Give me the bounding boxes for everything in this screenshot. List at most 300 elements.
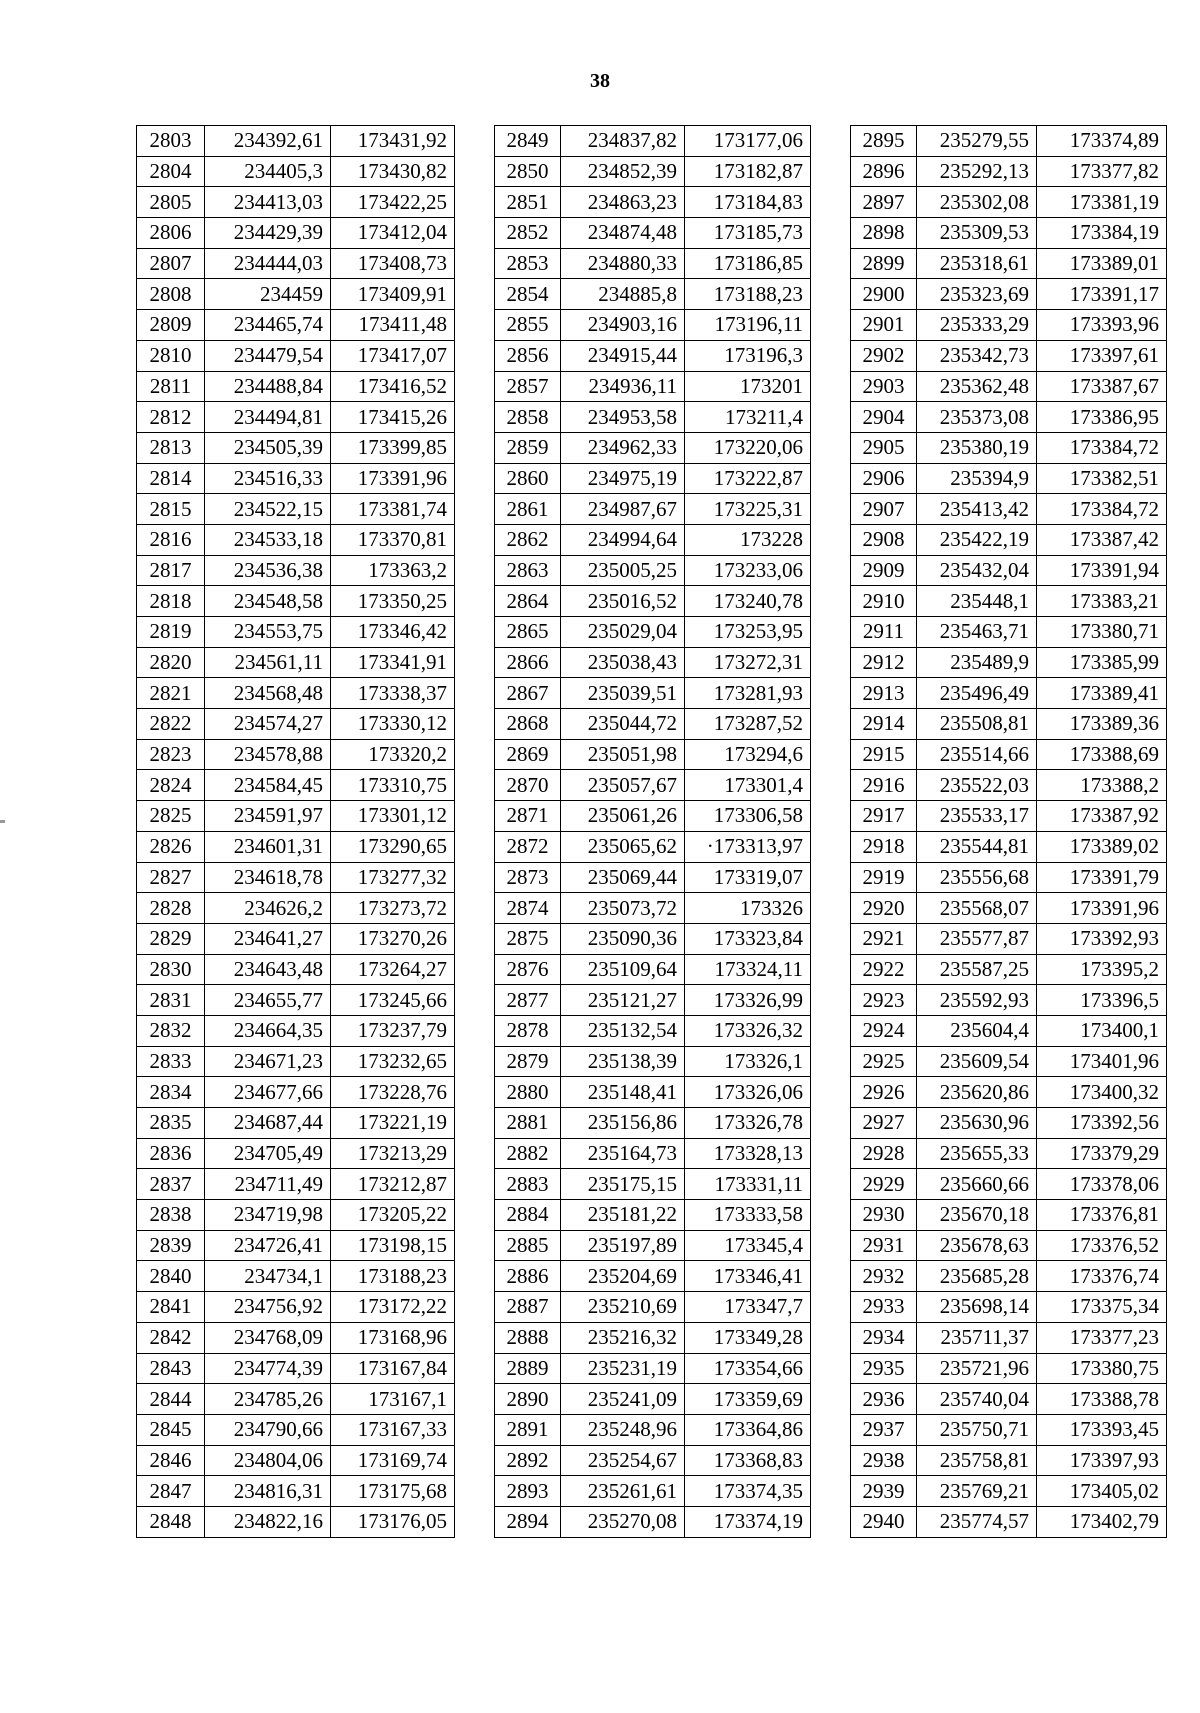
- y-coordinate-cell: 173387,67: [1037, 371, 1167, 402]
- table-row: [495, 187, 811, 218]
- table-row: [495, 279, 811, 310]
- point-number-cell: 2855: [495, 310, 561, 341]
- table-row: [851, 1261, 1167, 1292]
- table-row: [495, 1200, 811, 1231]
- point-number-cell: 2886: [495, 1261, 561, 1292]
- x-coordinate-cell: 235630,96: [917, 1108, 1037, 1139]
- y-coordinate-cell: 173399,85: [331, 432, 455, 463]
- table-row: [137, 463, 455, 494]
- y-coordinate-cell: 173168,96: [331, 1322, 455, 1353]
- table-row: [137, 862, 455, 893]
- x-coordinate-cell: 234822,16: [205, 1506, 331, 1537]
- y-coordinate-cell: 173415,26: [331, 402, 455, 433]
- y-coordinate-cell: 173374,19: [685, 1506, 811, 1537]
- y-coordinate-cell: 173167,84: [331, 1353, 455, 1384]
- y-coordinate-cell: 173326,1: [685, 1046, 811, 1077]
- x-coordinate-cell: 235090,36: [561, 923, 685, 954]
- x-coordinate-cell: 234677,66: [205, 1077, 331, 1108]
- y-coordinate-cell: 173386,95: [1037, 402, 1167, 433]
- y-coordinate-cell: 173376,52: [1037, 1230, 1167, 1261]
- x-coordinate-cell: 235005,25: [561, 555, 685, 586]
- table-row: [137, 1046, 455, 1077]
- point-number-cell: 2897: [851, 187, 917, 218]
- y-coordinate-cell: 173270,26: [331, 923, 455, 954]
- table-row: [137, 954, 455, 985]
- table-row: [851, 371, 1167, 402]
- table-row: [851, 831, 1167, 862]
- y-coordinate-cell: 173326,32: [685, 1015, 811, 1046]
- y-coordinate-cell: 173277,32: [331, 862, 455, 893]
- x-coordinate-cell: 235394,9: [917, 463, 1037, 494]
- y-coordinate-cell: 173363,2: [331, 555, 455, 586]
- x-coordinate-cell: 235069,44: [561, 862, 685, 893]
- point-number-cell: 2843: [137, 1353, 205, 1384]
- x-coordinate-cell: 234774,39: [205, 1353, 331, 1384]
- point-number-cell: 2866: [495, 647, 561, 678]
- point-number-cell: 2892: [495, 1445, 561, 1476]
- point-number-cell: 2803: [137, 126, 205, 157]
- point-number-cell: 2804: [137, 156, 205, 187]
- y-coordinate-cell: 173319,07: [685, 862, 811, 893]
- x-coordinate-cell: 235109,64: [561, 954, 685, 985]
- table-row: [137, 985, 455, 1016]
- point-number-cell: 2844: [137, 1384, 205, 1415]
- y-coordinate-cell: 173375,34: [1037, 1292, 1167, 1323]
- table-row: [137, 555, 455, 586]
- table-row: [495, 524, 811, 555]
- point-number-cell: 2915: [851, 739, 917, 770]
- point-number-cell: 2826: [137, 831, 205, 862]
- y-coordinate-cell: 173411,48: [331, 310, 455, 341]
- x-coordinate-cell: 235660,66: [917, 1169, 1037, 1200]
- point-number-cell: 2927: [851, 1108, 917, 1139]
- point-number-cell: 2916: [851, 770, 917, 801]
- x-coordinate-cell: 235685,28: [917, 1261, 1037, 1292]
- y-coordinate-cell: 173380,71: [1037, 617, 1167, 648]
- y-coordinate-cell: 173422,25: [331, 187, 455, 218]
- y-coordinate-cell: 173387,42: [1037, 524, 1167, 555]
- x-coordinate-cell: 235362,48: [917, 371, 1037, 402]
- table-row: [137, 218, 455, 249]
- y-coordinate-cell: 173323,84: [685, 923, 811, 954]
- x-coordinate-cell: 234479,54: [205, 340, 331, 371]
- table-row: [495, 555, 811, 586]
- table-row: [851, 1015, 1167, 1046]
- x-coordinate-cell: 235721,96: [917, 1353, 1037, 1384]
- point-number-cell: 2831: [137, 985, 205, 1016]
- table-row: [851, 1506, 1167, 1537]
- table-row: [851, 678, 1167, 709]
- y-coordinate-cell: 173211,4: [685, 402, 811, 433]
- x-coordinate-cell: 235496,49: [917, 678, 1037, 709]
- y-coordinate-cell: 173320,2: [331, 739, 455, 770]
- table-row: [851, 1476, 1167, 1507]
- y-coordinate-cell: 173405,02: [1037, 1476, 1167, 1507]
- x-coordinate-cell: 234533,18: [205, 524, 331, 555]
- y-coordinate-cell: 173326,78: [685, 1108, 811, 1139]
- x-coordinate-cell: 235261,61: [561, 1476, 685, 1507]
- y-coordinate-cell: 173376,81: [1037, 1200, 1167, 1231]
- point-number-cell: 2847: [137, 1476, 205, 1507]
- coordinates-table-middle: [494, 125, 811, 1538]
- table-row: [495, 126, 811, 157]
- table-row: [137, 1230, 455, 1261]
- x-coordinate-cell: 235413,42: [917, 494, 1037, 525]
- table-row: [851, 954, 1167, 985]
- x-coordinate-cell: 234561,11: [205, 647, 331, 678]
- x-coordinate-cell: 234465,74: [205, 310, 331, 341]
- y-coordinate-cell: 173301,12: [331, 801, 455, 832]
- y-coordinate-cell: 173396,5: [1037, 985, 1167, 1016]
- table-row: [137, 1138, 455, 1169]
- table-row: [495, 954, 811, 985]
- y-coordinate-cell: 173354,66: [685, 1353, 811, 1384]
- y-coordinate-cell: 173167,1: [331, 1384, 455, 1415]
- y-coordinate-cell: 173391,17: [1037, 279, 1167, 310]
- y-coordinate-cell: 173212,87: [331, 1169, 455, 1200]
- table-row: [851, 187, 1167, 218]
- x-coordinate-cell: 235309,53: [917, 218, 1037, 249]
- y-coordinate-cell: 173264,27: [331, 954, 455, 985]
- y-coordinate-cell: 173391,96: [1037, 893, 1167, 924]
- y-coordinate-cell: 173188,23: [331, 1261, 455, 1292]
- point-number-cell: 2906: [851, 463, 917, 494]
- x-coordinate-cell: 235698,14: [917, 1292, 1037, 1323]
- table-row: [851, 1384, 1167, 1415]
- point-number-cell: 2858: [495, 402, 561, 433]
- y-coordinate-cell: 173185,73: [685, 218, 811, 249]
- y-coordinate-cell: 173240,78: [685, 586, 811, 617]
- table-row: [495, 1322, 811, 1353]
- x-coordinate-cell: 234975,19: [561, 463, 685, 494]
- table-row: [137, 1015, 455, 1046]
- table-row: [851, 1322, 1167, 1353]
- table-row: [495, 1169, 811, 1200]
- point-number-cell: 2899: [851, 248, 917, 279]
- y-coordinate-cell: 173391,94: [1037, 555, 1167, 586]
- coordinates-table-left: [136, 125, 455, 1538]
- x-coordinate-cell: 234392,61: [205, 126, 331, 157]
- point-number-cell: 2898: [851, 218, 917, 249]
- point-number-cell: 2824: [137, 770, 205, 801]
- table-row: [137, 1200, 455, 1231]
- table-row: [851, 248, 1167, 279]
- point-number-cell: 2885: [495, 1230, 561, 1261]
- table-row: [495, 893, 811, 924]
- table-row: [495, 647, 811, 678]
- x-coordinate-cell: 235568,07: [917, 893, 1037, 924]
- y-coordinate-cell: 173326,06: [685, 1077, 811, 1108]
- y-coordinate-cell: 173326,99: [685, 985, 811, 1016]
- point-number-cell: 2930: [851, 1200, 917, 1231]
- point-number-cell: 2834: [137, 1077, 205, 1108]
- x-coordinate-cell: 234405,3: [205, 156, 331, 187]
- x-coordinate-cell: 234863,23: [561, 187, 685, 218]
- x-coordinate-cell: 234488,84: [205, 371, 331, 402]
- x-coordinate-cell: 234994,64: [561, 524, 685, 555]
- table-row: [137, 739, 455, 770]
- table-row: [137, 923, 455, 954]
- point-number-cell: 2873: [495, 862, 561, 893]
- point-number-cell: 2893: [495, 1476, 561, 1507]
- table-row: [137, 893, 455, 924]
- point-number-cell: 2856: [495, 340, 561, 371]
- y-coordinate-cell: 173167,33: [331, 1414, 455, 1445]
- x-coordinate-cell: 234785,26: [205, 1384, 331, 1415]
- table-row: [851, 402, 1167, 433]
- table-row: [137, 1353, 455, 1384]
- point-number-cell: 2864: [495, 586, 561, 617]
- y-coordinate-cell: 173328,13: [685, 1138, 811, 1169]
- point-number-cell: 2813: [137, 432, 205, 463]
- point-number-cell: 2838: [137, 1200, 205, 1231]
- point-number-cell: 2889: [495, 1353, 561, 1384]
- point-number-cell: 2862: [495, 524, 561, 555]
- x-coordinate-cell: 235422,19: [917, 524, 1037, 555]
- table-row: [851, 1414, 1167, 1445]
- table-row: [495, 1445, 811, 1476]
- x-coordinate-cell: 234643,48: [205, 954, 331, 985]
- table-row: [495, 371, 811, 402]
- table-row: [495, 831, 811, 862]
- table-row: [851, 310, 1167, 341]
- point-number-cell: 2861: [495, 494, 561, 525]
- y-coordinate-cell: 173370,81: [331, 524, 455, 555]
- y-coordinate-cell: 173412,04: [331, 218, 455, 249]
- table-row: [851, 494, 1167, 525]
- point-number-cell: 2853: [495, 248, 561, 279]
- point-number-cell: 2880: [495, 1077, 561, 1108]
- point-number-cell: 2851: [495, 187, 561, 218]
- table-row: [495, 1414, 811, 1445]
- point-number-cell: 2817: [137, 555, 205, 586]
- y-coordinate-cell: 173331,11: [685, 1169, 811, 1200]
- x-coordinate-cell: 235197,89: [561, 1230, 685, 1261]
- y-coordinate-cell: 173381,74: [331, 494, 455, 525]
- x-coordinate-cell: 234413,03: [205, 187, 331, 218]
- table-row: [495, 1046, 811, 1077]
- x-coordinate-cell: 234601,31: [205, 831, 331, 862]
- table-row: [495, 739, 811, 770]
- table-row: [851, 1200, 1167, 1231]
- table-row: [137, 1506, 455, 1537]
- table-row: [851, 1077, 1167, 1108]
- table-row: [851, 279, 1167, 310]
- point-number-cell: 2820: [137, 647, 205, 678]
- point-number-cell: 2840: [137, 1261, 205, 1292]
- point-number-cell: 2805: [137, 187, 205, 218]
- point-number-cell: 2911: [851, 617, 917, 648]
- x-coordinate-cell: 235148,41: [561, 1077, 685, 1108]
- point-number-cell: 2891: [495, 1414, 561, 1445]
- point-number-cell: 2860: [495, 463, 561, 494]
- y-coordinate-cell: 173196,3: [685, 340, 811, 371]
- point-number-cell: 2827: [137, 862, 205, 893]
- table-row: [137, 524, 455, 555]
- point-number-cell: 2917: [851, 801, 917, 832]
- y-coordinate-cell: 173384,19: [1037, 218, 1167, 249]
- y-coordinate-cell: 173176,05: [331, 1506, 455, 1537]
- table-row: [495, 1230, 811, 1261]
- table-row: [851, 893, 1167, 924]
- y-coordinate-cell: 173401,96: [1037, 1046, 1167, 1077]
- x-coordinate-cell: 235164,73: [561, 1138, 685, 1169]
- x-coordinate-cell: 235279,55: [917, 126, 1037, 157]
- table-row: [851, 586, 1167, 617]
- table-row: [851, 1108, 1167, 1139]
- point-number-cell: 2830: [137, 954, 205, 985]
- x-coordinate-cell: 234591,97: [205, 801, 331, 832]
- x-coordinate-cell: 235323,69: [917, 279, 1037, 310]
- y-coordinate-cell: 173392,56: [1037, 1108, 1167, 1139]
- table-row: [137, 187, 455, 218]
- table-row: [495, 1261, 811, 1292]
- point-number-cell: 2887: [495, 1292, 561, 1323]
- y-coordinate-cell: 173384,72: [1037, 494, 1167, 525]
- table-row: [495, 1476, 811, 1507]
- y-coordinate-cell: 173391,96: [331, 463, 455, 494]
- x-coordinate-cell: 234790,66: [205, 1414, 331, 1445]
- table-row: [851, 985, 1167, 1016]
- x-coordinate-cell: 235556,68: [917, 862, 1037, 893]
- x-coordinate-cell: 235432,04: [917, 555, 1037, 586]
- y-coordinate-cell: 173324,11: [685, 954, 811, 985]
- y-coordinate-cell: 173388,2: [1037, 770, 1167, 801]
- x-coordinate-cell: 235544,81: [917, 831, 1037, 862]
- point-number-cell: 2934: [851, 1322, 917, 1353]
- y-coordinate-cell: 173408,73: [331, 248, 455, 279]
- x-coordinate-cell: 235210,69: [561, 1292, 685, 1323]
- y-coordinate-cell: 173393,96: [1037, 310, 1167, 341]
- point-number-cell: 2881: [495, 1108, 561, 1139]
- y-coordinate-cell: 173188,23: [685, 279, 811, 310]
- y-coordinate-cell: 173196,11: [685, 310, 811, 341]
- y-coordinate-cell: 173198,15: [331, 1230, 455, 1261]
- y-coordinate-cell: 173205,22: [331, 1200, 455, 1231]
- y-coordinate-cell: 173359,69: [685, 1384, 811, 1415]
- y-coordinate-cell: 173310,75: [331, 770, 455, 801]
- y-coordinate-cell: 173391,79: [1037, 862, 1167, 893]
- point-number-cell: 2928: [851, 1138, 917, 1169]
- x-coordinate-cell: 234962,33: [561, 432, 685, 463]
- point-number-cell: 2806: [137, 218, 205, 249]
- y-coordinate-cell: 173341,91: [331, 647, 455, 678]
- x-coordinate-cell: 235514,66: [917, 739, 1037, 770]
- y-coordinate-cell: 173385,99: [1037, 647, 1167, 678]
- y-coordinate-cell: 173301,4: [685, 770, 811, 801]
- table-row: [851, 463, 1167, 494]
- x-coordinate-cell: 235448,1: [917, 586, 1037, 617]
- point-number-cell: 2932: [851, 1261, 917, 1292]
- x-coordinate-cell: 234578,88: [205, 739, 331, 770]
- point-number-cell: 2810: [137, 340, 205, 371]
- y-coordinate-cell: 173333,58: [685, 1200, 811, 1231]
- point-number-cell: 2842: [137, 1322, 205, 1353]
- table-row: [137, 494, 455, 525]
- point-number-cell: 2852: [495, 218, 561, 249]
- point-number-cell: 2937: [851, 1414, 917, 1445]
- table-row: [137, 126, 455, 157]
- point-number-cell: 2868: [495, 709, 561, 740]
- table-row: [495, 494, 811, 525]
- y-coordinate-cell: 173397,61: [1037, 340, 1167, 371]
- table-row: [137, 402, 455, 433]
- table-row: [137, 1384, 455, 1415]
- point-number-cell: 2816: [137, 524, 205, 555]
- x-coordinate-cell: 235489,9: [917, 647, 1037, 678]
- table-row: [851, 156, 1167, 187]
- table-row: [137, 340, 455, 371]
- y-coordinate-cell: 173294,6: [685, 739, 811, 770]
- y-coordinate-cell: 173213,29: [331, 1138, 455, 1169]
- x-coordinate-cell: 235029,04: [561, 617, 685, 648]
- point-number-cell: 2921: [851, 923, 917, 954]
- point-number-cell: 2811: [137, 371, 205, 402]
- point-number-cell: 2922: [851, 954, 917, 985]
- x-coordinate-cell: 235065,62: [561, 831, 685, 862]
- x-coordinate-cell: 235318,61: [917, 248, 1037, 279]
- table-row: [495, 862, 811, 893]
- table-row: [495, 218, 811, 249]
- table-row: [495, 1138, 811, 1169]
- y-coordinate-cell: 173377,82: [1037, 156, 1167, 187]
- point-number-cell: 2918: [851, 831, 917, 862]
- y-coordinate-cell: 173376,74: [1037, 1261, 1167, 1292]
- table-row: [495, 1292, 811, 1323]
- point-number-cell: 2919: [851, 862, 917, 893]
- point-number-cell: 2924: [851, 1015, 917, 1046]
- table-row: [495, 1353, 811, 1384]
- y-coordinate-cell: 173395,2: [1037, 954, 1167, 985]
- table-row: [851, 739, 1167, 770]
- table-row: [851, 126, 1167, 157]
- y-coordinate-cell: 173273,72: [331, 893, 455, 924]
- table-row: [495, 770, 811, 801]
- point-number-cell: 2849: [495, 126, 561, 157]
- point-number-cell: 2913: [851, 678, 917, 709]
- point-number-cell: 2807: [137, 248, 205, 279]
- point-number-cell: 2874: [495, 893, 561, 924]
- y-coordinate-cell: 173409,91: [331, 279, 455, 310]
- y-coordinate-cell: 173201: [685, 371, 811, 402]
- table-row: [137, 1445, 455, 1476]
- y-coordinate-cell: 173287,52: [685, 709, 811, 740]
- table-row: [495, 1077, 811, 1108]
- x-coordinate-cell: 234553,75: [205, 617, 331, 648]
- x-coordinate-cell: 235248,96: [561, 1414, 685, 1445]
- y-coordinate-cell: 173393,45: [1037, 1414, 1167, 1445]
- y-coordinate-cell: 173384,72: [1037, 432, 1167, 463]
- x-coordinate-cell: 235758,81: [917, 1445, 1037, 1476]
- x-coordinate-cell: 234655,77: [205, 985, 331, 1016]
- x-coordinate-cell: 234915,44: [561, 340, 685, 371]
- x-coordinate-cell: 234687,44: [205, 1108, 331, 1139]
- y-coordinate-cell: 173368,83: [685, 1445, 811, 1476]
- y-coordinate-cell: 173175,68: [331, 1476, 455, 1507]
- table-row: [137, 310, 455, 341]
- y-coordinate-cell: 173400,32: [1037, 1077, 1167, 1108]
- x-coordinate-cell: 234756,92: [205, 1292, 331, 1323]
- x-coordinate-cell: 234734,1: [205, 1261, 331, 1292]
- point-number-cell: 2814: [137, 463, 205, 494]
- y-coordinate-cell: 173387,92: [1037, 801, 1167, 832]
- y-coordinate-cell: 173378,06: [1037, 1169, 1167, 1200]
- table-row: [137, 1108, 455, 1139]
- point-number-cell: 2936: [851, 1384, 917, 1415]
- x-coordinate-cell: 234705,49: [205, 1138, 331, 1169]
- x-coordinate-cell: 234618,78: [205, 862, 331, 893]
- point-number-cell: 2846: [137, 1445, 205, 1476]
